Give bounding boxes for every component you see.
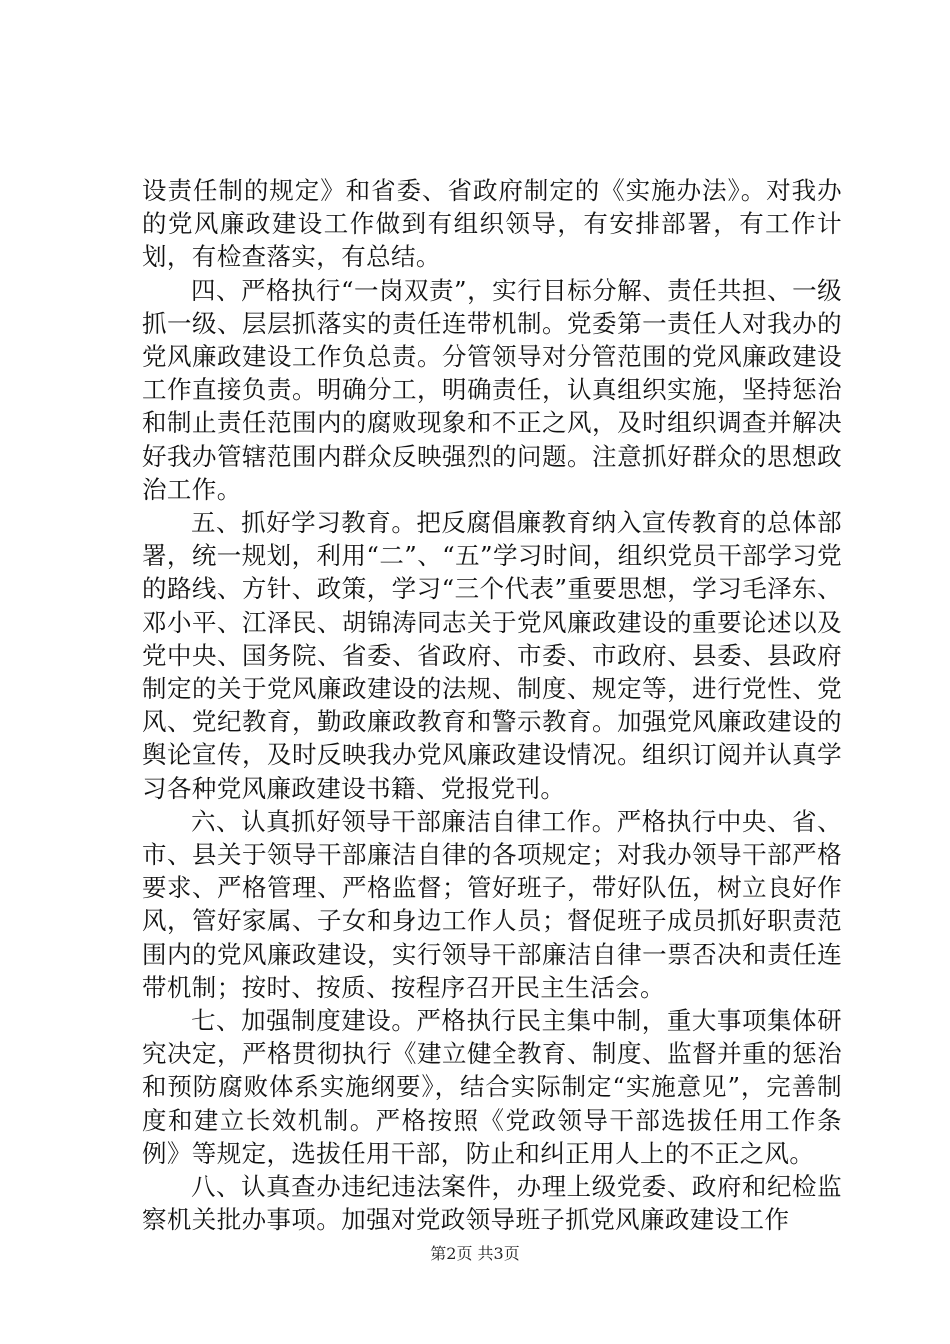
paragraph-continuation: 设责任制的规定》和省委、省政府制定的《实施办法》。对我办的党风廉政建设工作做到有组织领导，有安排部署，有工作计划，有检查落实，有总结。: [142, 176, 842, 272]
paragraph-section-6: 六、认真抓好领导干部廉洁自律工作。严格执行中央、省、市、县关于领导干部廉洁自律的各项规定；对我办领导干部严格要求、严格管理、严格监督；管好班子，带好队伍，树立良好作风，管好家属、子女和身边工作人员；督促班子成员抓好职责范围内的党风廉政建设，实行领导干部廉洁自律一票否决和责任连带机制；按时、按质、按程序召开民主生活会。: [142, 806, 842, 1002]
page-number-footer: 第2页 共3页: [430, 1244, 520, 1263]
document-body: [142, 174, 842, 1237]
paragraph-section-8: 八、认真查办违纪违法案件，办理上级党委、政府和纪检监察机关批办事项。加强对党政领导班子抓党风廉政建设工作: [142, 1172, 842, 1235]
paragraph-section-5: 五、抓好学习教育。把反腐倡廉教育纳入宣传教育的总体部署，统一规划，利用“二”、“五”学习时间，组织党员干部学习党的路线、方针、政策，学习“三个代表”重要思想，学习毛泽东、邓小平、江泽民、胡锦涛同志关于党风廉政建设的重要论述以及党中央、国务院、省委、省政府、市委、市政府、县委、县政府制定的关于党风廉政建设的法规、制度、规定等，进行党性、党风、党纪教育，勤政廉政教育和警示教育。加强党风廉政建设的舆论宣传，及时反映我办党风廉政建设情况。组织订阅并认真学习各种党风廉政建设书籍、党报党刊。: [142, 508, 842, 803]
paragraph-section-4: 四、严格执行“一岗双责”，实行目标分解、责任共担、一级抓一级、层层抓落实的责任连带机制。党委第一责任人对我办的党风廉政建设工作负总责。分管领导对分管范围的党风廉政建设工作直接负责。明确分工，明确责任，认真组织实施，坚持惩治和制止责任范围内的腐败现象和不正之风，及时组织调查并解决好我办管辖范围内群众反映强烈的问题。注意抓好群众的思想政治工作。: [142, 275, 842, 504]
paragraph-section-7: 七、加强制度建设。严格执行民主集中制，重大事项集体研究决定，严格贯彻执行《建立健全教育、制度、监督并重的惩治和预防腐败体系实施纲要》，结合实际制定“实施意见”，完善制度和建立长效机制。严格按照《党政领导干部选拔任用工作条例》等规定，选拔任用干部，防止和纠正用人上的不正之风。: [142, 1006, 842, 1168]
